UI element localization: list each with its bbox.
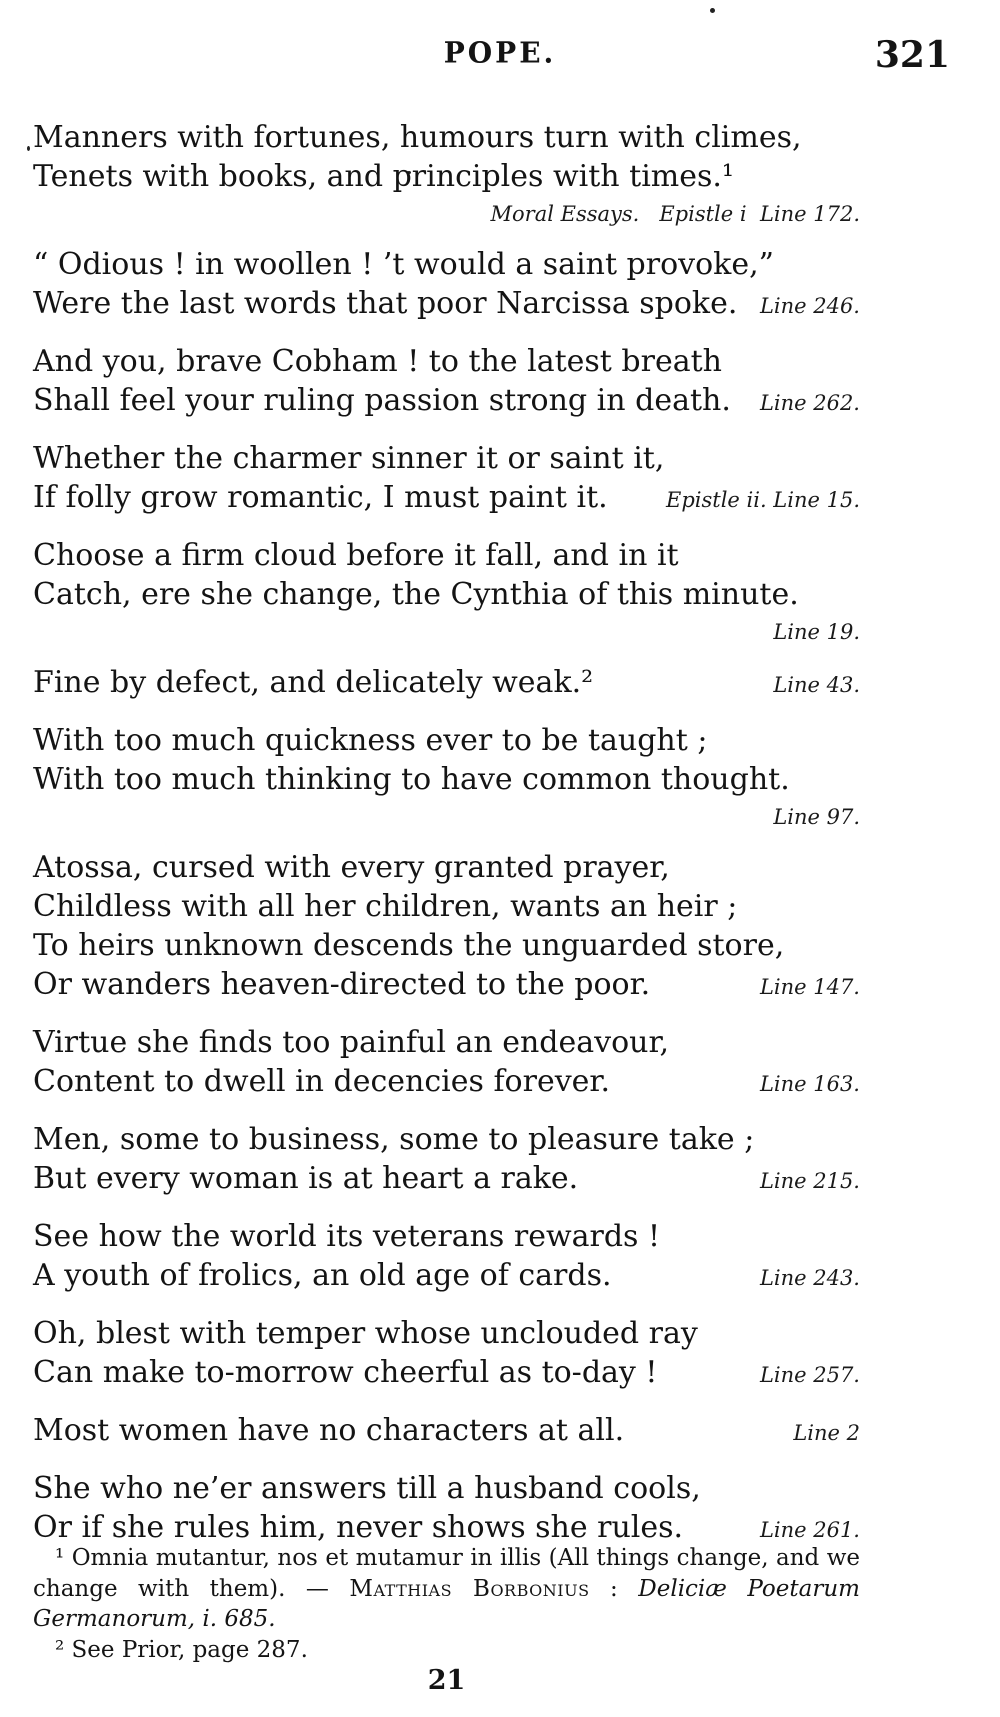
quote-line: Oh, blest with temper whose unclouded ray — [33, 1316, 698, 1351]
citation-row — [33, 199, 860, 229]
citation-row — [33, 802, 860, 832]
quote-line: Manners with fortunes, humours turn with climes, — [33, 120, 802, 155]
quote-line-with-citation — [33, 1353, 860, 1395]
quote-block — [33, 439, 860, 520]
quote-block — [33, 342, 860, 423]
quote-line: To heirs unknown descends the unguarded store, — [33, 928, 785, 963]
quote-line: Or if she rules him, never shows she rules. — [33, 1510, 684, 1545]
scan-speck — [27, 146, 30, 151]
quote-block — [33, 245, 860, 326]
footnote-1 — [33, 1543, 860, 1635]
quote-line: And you, brave Cobham ! to the latest breath — [33, 344, 722, 379]
quotations-block — [33, 118, 860, 1566]
quote-line: Or wanders heaven-directed to the poor. — [33, 967, 651, 1002]
quote-line-with-citation — [33, 381, 860, 423]
quote-citation: Line 243. — [759, 1266, 860, 1290]
quote-line: Whether the charmer sinner it or saint it, — [33, 441, 665, 476]
quote-line: With too much thinking to have common thought. — [33, 762, 790, 797]
scan-speck — [710, 8, 715, 13]
quote-line: A youth of frolics, an old age of cards. — [33, 1258, 612, 1293]
quote-citation: Line 43. — [773, 673, 860, 697]
folio-page-number: 321 — [874, 34, 950, 76]
quote-block — [33, 536, 860, 647]
quote-line: Content to dwell in decencies forever. — [33, 1064, 610, 1099]
quote-block — [33, 118, 860, 229]
quote-block — [33, 1120, 860, 1201]
quote-block — [33, 848, 860, 1007]
quote-citation: Line 261. — [759, 1518, 860, 1542]
quote-block — [33, 1411, 860, 1453]
quote-block — [33, 663, 860, 705]
quote-block — [33, 1023, 860, 1104]
quote-citation: Epistle ii. Line 15. — [666, 488, 860, 512]
quote-line: Virtue she finds too painful an endeavour, — [33, 1025, 670, 1060]
signature-number: 21 — [427, 1665, 466, 1696]
quote-line-with-citation — [33, 663, 860, 705]
quote-citation: Moral Essays. Epistle i Line 172. — [490, 202, 860, 226]
footnote-source-title: Deliciæ Poetarum Germanorum, i. 685. — [33, 1575, 860, 1632]
quote-line: Choose a firm cloud before it fall, and in it — [33, 538, 679, 573]
quote-citation: Line 215. — [759, 1169, 860, 1193]
quote-citation: Line 246. — [759, 294, 860, 318]
quote-line-with-citation — [33, 284, 860, 326]
footnote-text: ¹ Omnia mutantur, nos et mutamur in illis (All things change, and we change with them). — — [33, 1545, 860, 1602]
quote-line: Were the last words that poor Narcissa spoke. — [33, 286, 738, 321]
footnote-2 — [33, 1635, 860, 1666]
quote-line: If folly grow romantic, I must paint it. — [33, 480, 608, 515]
quote-line-with-citation — [33, 478, 860, 520]
quote-line: She who ne’er answers till a husband cools, — [33, 1471, 701, 1506]
quote-line: Tenets with books, and principles with times.¹ — [33, 159, 734, 194]
quote-block — [33, 721, 860, 832]
page-header — [0, 36, 1000, 82]
quote-line: Atossa, cursed with every granted prayer, — [33, 850, 670, 885]
quote-line-with-citation — [33, 1256, 860, 1298]
quote-line: Men, some to business, some to pleasure take ; — [33, 1122, 755, 1157]
quote-citation: Line 257. — [759, 1363, 860, 1387]
citation-row — [33, 617, 860, 647]
quote-line: Catch, ere she change, the Cynthia of this minute. — [33, 577, 799, 612]
quote-line: Shall feel your ruling passion strong in death. — [33, 383, 731, 418]
quote-citation: Line 2 — [793, 1421, 860, 1445]
quote-line: See how the world its veterans rewards ! — [33, 1219, 661, 1254]
quote-block — [33, 1314, 860, 1395]
quote-citation: Line 147. — [759, 975, 860, 999]
quote-citation: Line 19. — [773, 620, 860, 644]
footnote-author: Matthias Borbonius — [349, 1575, 590, 1602]
quote-line-with-citation — [33, 1062, 860, 1104]
quote-line: Fine by defect, and delicately weak.² — [33, 665, 594, 700]
quote-line: Can make to-morrow cheerful as to-day ! — [33, 1355, 658, 1390]
quote-block — [33, 1217, 860, 1298]
quote-line-with-citation — [33, 965, 860, 1007]
quote-line-with-citation — [33, 1159, 860, 1201]
quote-block — [33, 1469, 860, 1550]
quote-line: Most women have no characters at all. — [33, 1413, 625, 1448]
running-title: POPE. — [443, 35, 557, 70]
quote-citation: Line 163. — [759, 1072, 860, 1096]
quote-line: But every woman is at heart a rake. — [33, 1161, 579, 1196]
footnote-text: ² See Prior, page 287. — [55, 1636, 308, 1663]
quote-line: With too much quickness ever to be taught ; — [33, 723, 708, 758]
quote-line: Childless with all her children, wants an heir ; — [33, 889, 738, 924]
quote-line: “ Odious ! in woollen ! ’t would a saint provoke,” — [33, 247, 774, 282]
quote-citation: Line 262. — [759, 391, 860, 415]
footnotes-section — [33, 1543, 860, 1665]
footnote-text: : — [589, 1575, 639, 1602]
quote-citation: Line 97. — [773, 805, 860, 829]
quote-line-with-citation — [33, 1411, 860, 1453]
